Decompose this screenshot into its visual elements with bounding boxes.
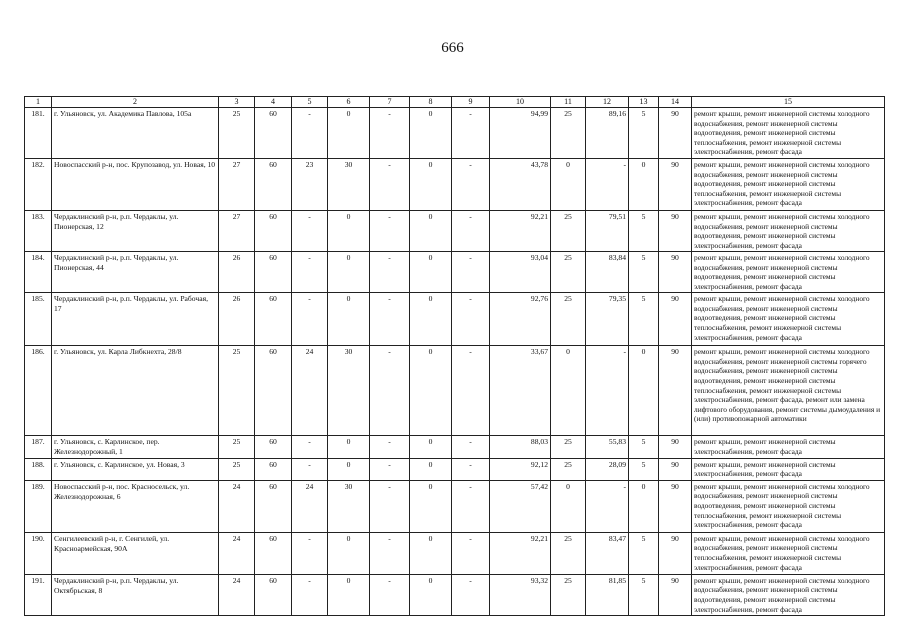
works-cell: ремонт крыши, ремонт инженерной системы холодного водоснабжения, ремонт инженерной системы водоотведения, ремонт инженерной системы теплоснабжения, ремонт инженерной системы электроснабжения, ремонт фасада bbox=[692, 480, 885, 532]
value-cell: 43,78 bbox=[490, 158, 551, 210]
row-number: 187. bbox=[25, 436, 52, 458]
value-cell: 60 bbox=[255, 210, 292, 251]
value-cell: 30 bbox=[328, 480, 370, 532]
table-row bbox=[25, 210, 885, 251]
column-header: 7 bbox=[370, 97, 410, 108]
address-cell: г. Ульяновск, ул. Академика Павлова, 105а bbox=[52, 108, 219, 159]
works-cell: ремонт крыши, ремонт инженерной системы холодного водоснабжения, ремонт инженерной системы водоотведения, ремонт инженерной системы электроснабжения, ремонт фасада bbox=[692, 210, 885, 251]
value-cell: - bbox=[292, 252, 328, 293]
column-header: 2 bbox=[52, 97, 219, 108]
value-cell: 26 bbox=[219, 252, 255, 293]
value-cell: - bbox=[292, 210, 328, 251]
value-cell: 24 bbox=[219, 480, 255, 532]
works-cell: ремонт крыши, ремонт инженерной системы холодного водоснабжения, ремонт инженерной системы водоотведения, ремонт инженерной системы теплоснабжения, ремонт инженерной системы электроснабжения, ремонт фасада bbox=[692, 158, 885, 210]
value-cell: 25 bbox=[551, 436, 586, 458]
row-number: 183. bbox=[25, 210, 52, 251]
value-cell: 60 bbox=[255, 436, 292, 458]
value-cell: 5 bbox=[629, 436, 659, 458]
value-cell: 25 bbox=[219, 346, 255, 436]
value-cell: 93,32 bbox=[490, 574, 551, 615]
row-number: 185. bbox=[25, 293, 52, 346]
value-cell: 0 bbox=[410, 480, 452, 532]
value-cell: 25 bbox=[551, 108, 586, 159]
row-number: 181. bbox=[25, 108, 52, 159]
value-cell: 0 bbox=[328, 293, 370, 346]
value-cell: 60 bbox=[255, 532, 292, 574]
register-table bbox=[24, 96, 885, 616]
value-cell: 24 bbox=[219, 574, 255, 615]
value-cell: - bbox=[586, 346, 629, 436]
value-cell: 90 bbox=[659, 158, 692, 210]
works-cell: ремонт крыши, ремонт инженерной системы холодного водоснабжения, ремонт инженерной системы водоотведения, ремонт инженерной системы теплоснабжения, ремонт инженерной системы электроснабжения, ремонт фасада bbox=[692, 293, 885, 346]
value-cell: 81,85 bbox=[586, 574, 629, 615]
value-cell: 24 bbox=[219, 532, 255, 574]
value-cell: 26 bbox=[219, 293, 255, 346]
row-number: 184. bbox=[25, 252, 52, 293]
value-cell: 90 bbox=[659, 108, 692, 159]
value-cell: 5 bbox=[629, 532, 659, 574]
value-cell: - bbox=[370, 108, 410, 159]
value-cell: - bbox=[370, 158, 410, 210]
value-cell: - bbox=[452, 210, 490, 251]
value-cell: 24 bbox=[292, 480, 328, 532]
value-cell: - bbox=[452, 574, 490, 615]
value-cell: 0 bbox=[410, 210, 452, 251]
value-cell: 5 bbox=[629, 210, 659, 251]
works-cell: ремонт крыши, ремонт инженерной системы холодного водоснабжения, ремонт инженерной системы водоотведения, ремонт инженерной системы теплоснабжения, ремонт инженерной системы электроснабжения, ремонт фасада bbox=[692, 108, 885, 159]
works-cell: ремонт крыши, ремонт инженерной системы холодного водоснабжения, ремонт инженерной системы горячего водоснабжения, ремонт инженерной системы водоотведения, ремонт инженерной системы теплоснабжения, ремонт инженерной системы электроснабжения, ремонт фасада, ремонт или замена лифтового оборудования, ремонт системы дымоудаления и (или) противопожарной автоматики bbox=[692, 346, 885, 436]
value-cell: 90 bbox=[659, 293, 692, 346]
value-cell: 93,04 bbox=[490, 252, 551, 293]
value-cell: 0 bbox=[629, 158, 659, 210]
value-cell: - bbox=[452, 108, 490, 159]
value-cell: 0 bbox=[410, 158, 452, 210]
address-cell: Чердаклинский р-н, р.п. Чердаклы, ул. Рабочая, 17 bbox=[52, 293, 219, 346]
address-cell: г. Ульяновск, с. Карлинское, пер. Железнодорожный, 1 bbox=[52, 436, 219, 458]
table-row bbox=[25, 252, 885, 293]
value-cell: 83,84 bbox=[586, 252, 629, 293]
value-cell: 0 bbox=[410, 346, 452, 436]
table-row bbox=[25, 436, 885, 458]
value-cell: 27 bbox=[219, 210, 255, 251]
value-cell: 60 bbox=[255, 574, 292, 615]
value-cell: 90 bbox=[659, 436, 692, 458]
value-cell: 5 bbox=[629, 252, 659, 293]
address-cell: г. Ульяновск, с. Карлинское, ул. Новая, 3 bbox=[52, 458, 219, 480]
address-cell: г. Ульяновск, ул. Карла Либкнехта, 28/8 bbox=[52, 346, 219, 436]
value-cell: 5 bbox=[629, 574, 659, 615]
value-cell: 0 bbox=[328, 532, 370, 574]
column-header: 4 bbox=[255, 97, 292, 108]
value-cell: - bbox=[370, 480, 410, 532]
value-cell: - bbox=[452, 480, 490, 532]
value-cell: 5 bbox=[629, 458, 659, 480]
value-cell: 60 bbox=[255, 293, 292, 346]
value-cell: 79,51 bbox=[586, 210, 629, 251]
value-cell: 25 bbox=[551, 458, 586, 480]
value-cell: 90 bbox=[659, 458, 692, 480]
value-cell: 0 bbox=[328, 458, 370, 480]
value-cell: - bbox=[370, 532, 410, 574]
value-cell: 60 bbox=[255, 252, 292, 293]
column-header: 3 bbox=[219, 97, 255, 108]
value-cell: 57,42 bbox=[490, 480, 551, 532]
value-cell: 0 bbox=[410, 574, 452, 615]
value-cell: 0 bbox=[551, 480, 586, 532]
value-cell: 90 bbox=[659, 210, 692, 251]
value-cell: - bbox=[452, 252, 490, 293]
value-cell: 0 bbox=[410, 293, 452, 346]
table-row bbox=[25, 293, 885, 346]
value-cell: 25 bbox=[551, 532, 586, 574]
value-cell: - bbox=[452, 436, 490, 458]
value-cell: - bbox=[292, 108, 328, 159]
table-header-row bbox=[25, 97, 885, 108]
value-cell: 27 bbox=[219, 158, 255, 210]
value-cell: 0 bbox=[551, 158, 586, 210]
value-cell: - bbox=[292, 458, 328, 480]
value-cell: 79,35 bbox=[586, 293, 629, 346]
value-cell: - bbox=[370, 346, 410, 436]
value-cell: 90 bbox=[659, 532, 692, 574]
value-cell: - bbox=[452, 532, 490, 574]
column-header: 1 bbox=[25, 97, 52, 108]
works-cell: ремонт крыши, ремонт инженерной системы холодного водоснабжения, ремонт инженерной системы водоотведения, ремонт инженерной системы электроснабжения, ремонт фасада bbox=[692, 252, 885, 293]
value-cell: - bbox=[452, 458, 490, 480]
table-row bbox=[25, 158, 885, 210]
value-cell: 60 bbox=[255, 480, 292, 532]
value-cell: 24 bbox=[292, 346, 328, 436]
value-cell: - bbox=[452, 293, 490, 346]
value-cell: 90 bbox=[659, 480, 692, 532]
value-cell: - bbox=[452, 346, 490, 436]
value-cell: 0 bbox=[328, 574, 370, 615]
table-row bbox=[25, 346, 885, 436]
value-cell: 55,83 bbox=[586, 436, 629, 458]
value-cell: 0 bbox=[328, 210, 370, 251]
value-cell: 25 bbox=[551, 293, 586, 346]
value-cell: 90 bbox=[659, 252, 692, 293]
value-cell: 25 bbox=[219, 108, 255, 159]
value-cell: 28,09 bbox=[586, 458, 629, 480]
column-header: 13 bbox=[629, 97, 659, 108]
value-cell: - bbox=[292, 436, 328, 458]
row-number: 189. bbox=[25, 480, 52, 532]
value-cell: 90 bbox=[659, 346, 692, 436]
value-cell: 25 bbox=[551, 252, 586, 293]
works-cell: ремонт крыши, ремонт инженерной системы холодного водоснабжения, ремонт инженерной системы теплоснабжения, ремонт инженерной системы электроснабжения, ремонт фасада bbox=[692, 532, 885, 574]
address-cell: Сенгилеевский р-н, г. Сенгилей, ул. Красноармейская, 90А bbox=[52, 532, 219, 574]
address-cell: Новоспасский р-н, пос. Крупозавод, ул. Новая, 10 bbox=[52, 158, 219, 210]
value-cell: 0 bbox=[410, 436, 452, 458]
value-cell: - bbox=[370, 458, 410, 480]
value-cell: 23 bbox=[292, 158, 328, 210]
column-header: 15 bbox=[692, 97, 885, 108]
column-header: 14 bbox=[659, 97, 692, 108]
value-cell: - bbox=[370, 436, 410, 458]
value-cell: - bbox=[292, 532, 328, 574]
value-cell: - bbox=[370, 574, 410, 615]
value-cell: 92,76 bbox=[490, 293, 551, 346]
value-cell: - bbox=[586, 480, 629, 532]
value-cell: 0 bbox=[410, 532, 452, 574]
row-number: 186. bbox=[25, 346, 52, 436]
value-cell: 25 bbox=[219, 436, 255, 458]
value-cell: 33,67 bbox=[490, 346, 551, 436]
address-cell: Новоспасский р-н, пос. Красносельск, ул. Железнодорожная, 6 bbox=[52, 480, 219, 532]
value-cell: 25 bbox=[219, 458, 255, 480]
works-cell: ремонт крыши, ремонт инженерной системы электроснабжения, ремонт фасада bbox=[692, 436, 885, 458]
value-cell: 89,16 bbox=[586, 108, 629, 159]
table-row bbox=[25, 480, 885, 532]
value-cell: 92,21 bbox=[490, 532, 551, 574]
column-header: 6 bbox=[328, 97, 370, 108]
row-number: 188. bbox=[25, 458, 52, 480]
value-cell: 25 bbox=[551, 574, 586, 615]
value-cell: - bbox=[586, 158, 629, 210]
value-cell: 30 bbox=[328, 158, 370, 210]
value-cell: 5 bbox=[629, 293, 659, 346]
value-cell: 0 bbox=[328, 436, 370, 458]
value-cell: - bbox=[292, 293, 328, 346]
table-row bbox=[25, 574, 885, 615]
address-cell: Чердаклинский р-н, р.п. Чердаклы, ул. Пионерская, 44 bbox=[52, 252, 219, 293]
value-cell: 92,21 bbox=[490, 210, 551, 251]
works-cell: ремонт крыши, ремонт инженерной системы холодного водоснабжения, ремонт инженерной системы водоотведения, ремонт инженерной системы электроснабжения, ремонт фасада bbox=[692, 574, 885, 615]
value-cell: - bbox=[370, 252, 410, 293]
row-number: 191. bbox=[25, 574, 52, 615]
value-cell: 5 bbox=[629, 108, 659, 159]
value-cell: 94,99 bbox=[490, 108, 551, 159]
page-number: 666 bbox=[441, 40, 464, 56]
value-cell: - bbox=[370, 293, 410, 346]
column-header: 8 bbox=[410, 97, 452, 108]
value-cell: 60 bbox=[255, 158, 292, 210]
value-cell: - bbox=[370, 210, 410, 251]
column-header: 10 bbox=[490, 97, 551, 108]
column-header: 9 bbox=[452, 97, 490, 108]
column-header: 11 bbox=[551, 97, 586, 108]
value-cell: 0 bbox=[328, 108, 370, 159]
table-row bbox=[25, 108, 885, 159]
address-cell: Чердаклинский р-н, р.п. Чердаклы, ул. Пионерская, 12 bbox=[52, 210, 219, 251]
value-cell: 0 bbox=[629, 480, 659, 532]
value-cell: 90 bbox=[659, 574, 692, 615]
value-cell: 0 bbox=[410, 108, 452, 159]
value-cell: 0 bbox=[410, 458, 452, 480]
value-cell: 30 bbox=[328, 346, 370, 436]
row-number: 182. bbox=[25, 158, 52, 210]
value-cell: 0 bbox=[328, 252, 370, 293]
row-number: 190. bbox=[25, 532, 52, 574]
works-cell: ремонт крыши, ремонт инженерной системы электроснабжения, ремонт фасада bbox=[692, 458, 885, 480]
value-cell: 92,12 bbox=[490, 458, 551, 480]
value-cell: 0 bbox=[629, 346, 659, 436]
value-cell: 60 bbox=[255, 346, 292, 436]
value-cell: 25 bbox=[551, 210, 586, 251]
table-row bbox=[25, 458, 885, 480]
value-cell: - bbox=[452, 158, 490, 210]
column-header: 5 bbox=[292, 97, 328, 108]
value-cell: 0 bbox=[410, 252, 452, 293]
column-header: 12 bbox=[586, 97, 629, 108]
value-cell: 60 bbox=[255, 458, 292, 480]
value-cell: - bbox=[292, 574, 328, 615]
table-row bbox=[25, 532, 885, 574]
address-cell: Чердаклинский р-н, р.п. Чердаклы, ул. Октябрьская, 8 bbox=[52, 574, 219, 615]
value-cell: 0 bbox=[551, 346, 586, 436]
value-cell: 83,47 bbox=[586, 532, 629, 574]
value-cell: 60 bbox=[255, 108, 292, 159]
value-cell: 88,03 bbox=[490, 436, 551, 458]
